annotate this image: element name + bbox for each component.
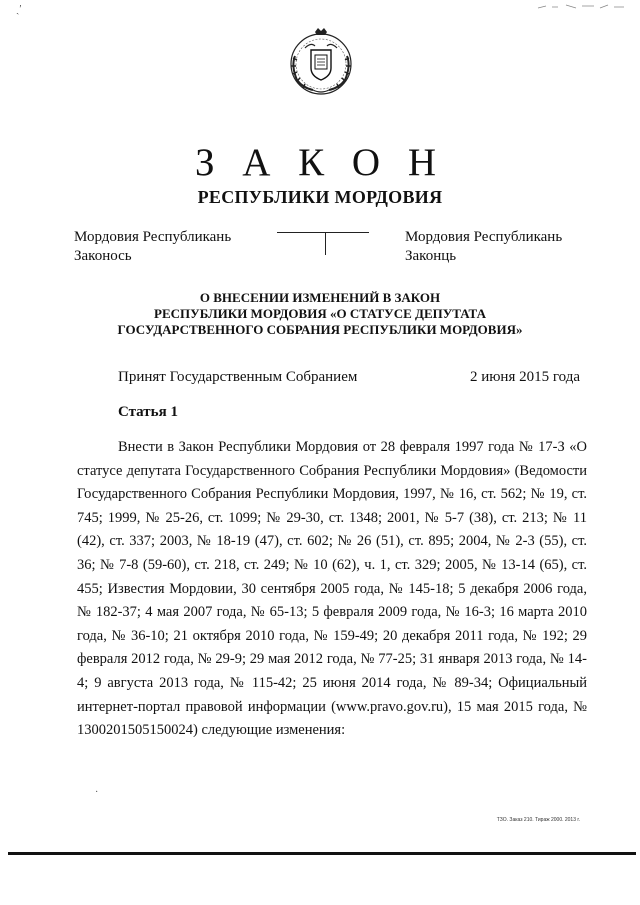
center-divider-vertical xyxy=(325,233,326,255)
article-heading: Статья 1 xyxy=(118,404,178,420)
adopted-date: 2 июня 2015 года xyxy=(469,369,580,385)
article-body: Внести в Закон Республики Мордовия от 28 февраля 1997 года № 17-З «О статусе депутата Государственного Собрания Республики Мордовия» (Ведомости Государственного Собрания Республики Мордовия, 1997, № 16, ст. 562; № 19, ст. 745; 1999, № 25-26, ст. 1099; № 29-30, ст. 1348; 2001, № 5-7 (38), ст. 213; № 11 (42), ст. 337; 2003, № 18-19 (47), ст. 602; № 26 (51), ст. 895; 2004, № 2-3 (55), ст. 36; № 7-8 (59-60), ст. 218, ст. 249; № 10 (62), ч. 1, ст. 329; 2005, № 13-14 (65), ст. 455; Известия Мордовии, 30 сентября 2005 года, № 145-18; 5 декабря 2006 года, № 182-37; 4 мая 2007 года, № 65-13; 5 февраля 2009 года, № 16-3; 16 марта 2010 года, № 36-10; 21 октября 2010 года, № 159-49; 20 декабря 2011 года, № 192; 29 февраля 2012 года, № 29-9; 29 мая 2012 года, № 77-25; 31 января 2013 года, № 14-4; 9 августа 2013 года, № 115-42; 25 июня 2014 года, № 89-34; Официальный интернет-портал правовой информации (www.pravo.gov.ru), 15 мая 2015 года, № 1300201505150024) следующие изменения: xyxy=(77,439,587,739)
adoption-line xyxy=(118,369,580,386)
law-title-line3: ГОСУДАРСТВЕННОГО СОБРАНИЯ РЕСПУБЛИКИ МОРДОВИЯ» xyxy=(117,322,523,337)
scan-dot: · xyxy=(95,787,99,798)
center-divider-horizontal xyxy=(277,232,369,233)
erzya-title xyxy=(405,228,562,266)
scan-mark: ˏ′ xyxy=(16,4,22,15)
document-title: З А К О Н xyxy=(194,141,446,184)
erzya-title-line2: Законць xyxy=(405,248,457,264)
bottom-rule xyxy=(8,852,636,855)
scan-scribble xyxy=(536,2,626,12)
adopted-by: Принят Государственным Собранием xyxy=(118,369,358,385)
erzya-title-line1: Мордовия Республикань xyxy=(405,229,563,245)
law-title xyxy=(0,290,640,338)
moksha-title-line2: Законось xyxy=(74,248,132,264)
law-title-line1: О ВНЕСЕНИИ ИЗМЕНЕНИЙ В ЗАКОН xyxy=(199,290,441,305)
moksha-title-line1: Мордовия Республикань xyxy=(74,229,232,245)
coat-of-arms-icon xyxy=(285,26,357,98)
print-code: ТЗО. Заказ 210. Тираж 2000. 2013 г. xyxy=(496,817,580,823)
document-subtitle: РЕСПУБЛИКИ МОРДОВИЯ xyxy=(197,187,443,207)
moksha-title xyxy=(74,228,231,266)
law-title-line2: РЕСПУБЛИКИ МОРДОВИЯ «О СТАТУСЕ ДЕПУТАТА xyxy=(154,306,486,321)
